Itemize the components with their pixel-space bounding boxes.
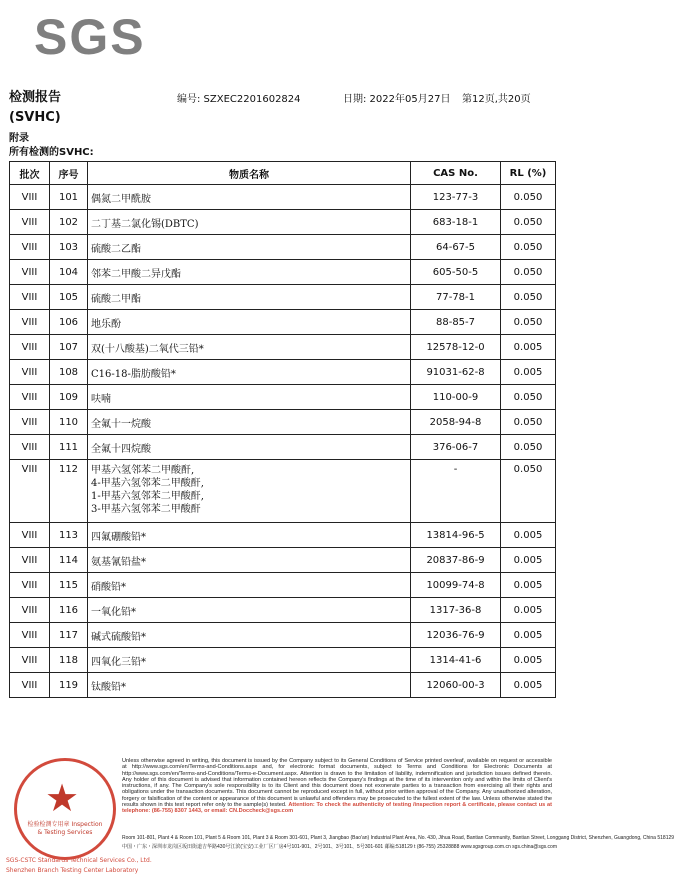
table-row <box>10 410 556 435</box>
table-body <box>10 185 556 698</box>
cell-cas: 12036-76-9 <box>411 623 501 648</box>
substance-line: 4-甲基六氢邻苯二甲酸酐, <box>91 478 204 489</box>
table-row <box>10 235 556 260</box>
cell-batch: VIII <box>10 260 50 285</box>
cell-cas: 64-67-5 <box>411 235 501 260</box>
cell-seq: 118 <box>50 648 88 673</box>
table-row <box>10 523 556 548</box>
cell-batch: VIII <box>10 210 50 235</box>
cell-batch: VIII <box>10 310 50 335</box>
cell-batch: VIII <box>10 460 50 523</box>
substance-line: 3-甲基六氢邻苯二甲酸酐 <box>91 504 201 515</box>
inspection-stamp <box>14 758 116 860</box>
cell-batch: VIII <box>10 235 50 260</box>
header-substance: 物质名称 <box>88 162 411 185</box>
cell-cas: 1314-41-6 <box>411 648 501 673</box>
cell-rl: 0.005 <box>501 573 556 598</box>
table-row <box>10 598 556 623</box>
cell-substance <box>88 548 411 573</box>
substance-line: 全氟十四烷酸 <box>91 443 151 455</box>
cell-rl: 0.050 <box>501 235 556 260</box>
header-cas: CAS No. <box>411 162 501 185</box>
cell-seq: 115 <box>50 573 88 598</box>
cell-substance <box>88 573 411 598</box>
report-title: 检测报告 <box>9 90 62 105</box>
cell-seq: 109 <box>50 385 88 410</box>
cell-batch: VIII <box>10 385 50 410</box>
substance-line: 四氧化三铅* <box>91 656 146 668</box>
cell-rl: 0.005 <box>501 360 556 385</box>
substance-line: 全氟十一烷酸 <box>91 418 151 430</box>
cell-substance <box>88 335 411 360</box>
cell-rl: 0.005 <box>501 623 556 648</box>
substance-line: 硫酸二乙酯 <box>91 243 141 255</box>
cell-batch: VIII <box>10 410 50 435</box>
substance-line: 硫酸二甲酯 <box>91 293 141 305</box>
table-row <box>10 648 556 673</box>
cell-substance <box>88 310 411 335</box>
cell-cas: 376-06-7 <box>411 435 501 460</box>
cell-batch: VIII <box>10 285 50 310</box>
table-row <box>10 335 556 360</box>
substance-line: 一氧化铅* <box>91 606 136 618</box>
cell-seq: 119 <box>50 673 88 698</box>
cell-substance <box>88 210 411 235</box>
table-row <box>10 210 556 235</box>
cell-seq: 103 <box>50 235 88 260</box>
cell-cas: 683-18-1 <box>411 210 501 235</box>
cell-substance <box>88 260 411 285</box>
report-date: 日期: 2022年05月27日 <box>343 94 451 105</box>
cell-rl: 0.050 <box>501 310 556 335</box>
cell-substance <box>88 385 411 410</box>
cell-batch: VIII <box>10 435 50 460</box>
star-icon: ★ <box>45 776 80 820</box>
cell-rl: 0.005 <box>501 598 556 623</box>
footer-website: www.sgsgroup.com.cn <box>460 844 511 850</box>
substance-line: 偶氮二甲酰胺 <box>91 193 151 205</box>
footer-email: sgs.china@sgs.com <box>512 844 557 850</box>
cell-seq: 112 <box>50 460 88 523</box>
cell-seq: 108 <box>50 360 88 385</box>
cell-substance <box>88 523 411 548</box>
substance-line: C16-18-脂肪酸铅* <box>91 368 176 380</box>
table-row <box>10 260 556 285</box>
legal-text: Unless otherwise agreed in writing, this document is issued by the Company subject to its General Conditions of Service printed overleaf, available on request or accessible at http://www.sgs.com/en/Terms-and-Conditions.aspx and, for electronic format documents, subject to Terms and Conditions for Electronic Documents at http://www.sgs.com/en/Terms-and-Conditions/Terms-e-Document.aspx. Attention is drawn to the limitation of liability, indemnification and jurisdiction issues defined therein. Any holder of this document is advised that information contained hereon reflects the Company's findings at the time of its intervention only and within the limits of Client's instructions, if any. The Company's sole responsibility is to its Client and this document does not exonerate parties to a transaction from exercising all their rights and obligations under the transaction documents. This document cannot be reproduced except in full, without prior written approval of the Company. Any unauthorized alteration, forgery or falsification of the content or appearance of this document is unlawful and offenders may be prosecuted to the fullest extent of the law. Unless otherwise stated the results shown in this test report refer only to the sample(s) tested. <box>122 758 552 809</box>
cell-cas: 77-78-1 <box>411 285 501 310</box>
cell-rl: 0.005 <box>501 548 556 573</box>
cell-rl: 0.050 <box>501 185 556 210</box>
table-row <box>10 573 556 598</box>
cell-rl: 0.050 <box>501 285 556 310</box>
report-number: 编号: SZXEC2201602824 <box>177 94 301 105</box>
cell-substance <box>88 360 411 385</box>
stamp-text: 检验检测专用章 Inspection & Testing Services <box>27 821 103 836</box>
cell-rl: 0.050 <box>501 260 556 285</box>
address-en: Room 101-801, Plant 4 & Room 101, Plant 5 & Room 101, Plant 3 & Room 301-601, Plant 3, Jiangbao (Bao'an) Industrial Plant Area, No. 430, Jihua Road, Bantian Community, Bantian Street, Longgang District, Shenzhen, Guangdong, China 518129 <box>122 835 674 841</box>
substance-line: 钛酸铅* <box>91 681 126 693</box>
cell-batch: VIII <box>10 673 50 698</box>
address-cn-text: 中国・广东・深圳市龙岗区坂田街道吉华路430号江滨(宝安)工业厂区厂房4号101-901、2号101、3号101、5号301-601 邮编:518129 <box>122 844 413 850</box>
cell-rl: 0.005 <box>501 648 556 673</box>
cell-cas: 20837-86-9 <box>411 548 501 573</box>
cert-line-1: SGS-CSTC Standards Technical Services Co., Ltd. <box>6 857 152 864</box>
cell-batch: VIII <box>10 335 50 360</box>
footer-phone: t (86-755) 25328888 <box>414 844 460 850</box>
cell-substance <box>88 460 411 523</box>
attention-text: Attention: To check the authenticity of testing /inspection report & certificate, please contact us at telephone: (86-755) 8307 1443, or email: CN.Doccheck@sgs.com <box>122 802 552 815</box>
cell-substance <box>88 648 411 673</box>
cell-cas: 1317-36-8 <box>411 598 501 623</box>
table-row <box>10 435 556 460</box>
cell-seq: 113 <box>50 523 88 548</box>
cell-cas: 605-50-5 <box>411 260 501 285</box>
cell-cas: 88-85-7 <box>411 310 501 335</box>
substance-line: 呋喃 <box>91 393 111 405</box>
substance-line: 邻苯二甲酸二异戊酯 <box>91 268 181 280</box>
table-row <box>10 623 556 648</box>
substance-line: 碱式硫酸铅* <box>91 631 146 643</box>
address-cn <box>122 845 557 850</box>
header-batch: 批次 <box>10 162 50 185</box>
table-row <box>10 673 556 698</box>
page-indicator: 第12页,共20页 <box>462 94 531 105</box>
cell-batch: VIII <box>10 648 50 673</box>
cell-substance <box>88 410 411 435</box>
table-row <box>10 460 556 523</box>
substance-line: 氨基氰铅盐* <box>91 556 146 568</box>
appendix-label: 附录 <box>9 133 29 144</box>
header-rl: RL (%) <box>501 162 556 185</box>
cell-rl: 0.050 <box>501 460 556 523</box>
substance-line: 二丁基二氯化锡(DBTC) <box>91 218 199 230</box>
cert-line-2: Shenzhen Branch Testing Center Laboratory <box>6 867 139 874</box>
cell-seq: 101 <box>50 185 88 210</box>
sgs-logo: SGS <box>34 9 146 65</box>
cell-seq: 107 <box>50 335 88 360</box>
cell-seq: 117 <box>50 623 88 648</box>
report-subtitle: (SVHC) <box>9 110 61 125</box>
cell-cas: - <box>411 460 501 523</box>
substance-line: 1-甲基六氢邻苯二甲酸酐, <box>91 491 204 502</box>
cell-batch: VIII <box>10 523 50 548</box>
table-row <box>10 285 556 310</box>
cell-batch: VIII <box>10 360 50 385</box>
cell-seq: 104 <box>50 260 88 285</box>
cell-seq: 114 <box>50 548 88 573</box>
substance-line: 四氟硼酸铅* <box>91 531 146 543</box>
cell-cas: 13814-96-5 <box>411 523 501 548</box>
cell-batch: VIII <box>10 185 50 210</box>
cell-substance <box>88 285 411 310</box>
table-row <box>10 548 556 573</box>
cell-seq: 106 <box>50 310 88 335</box>
svhc-section-title: 所有检测的SVHC: <box>9 147 94 158</box>
cell-rl: 0.005 <box>501 673 556 698</box>
cell-rl: 0.050 <box>501 435 556 460</box>
cell-cas: 10099-74-8 <box>411 573 501 598</box>
cell-substance <box>88 598 411 623</box>
substance-line: 双(十八酸基)二氧代三铅* <box>91 343 204 355</box>
cell-batch: VIII <box>10 598 50 623</box>
cell-cas: 12060-00-3 <box>411 673 501 698</box>
cell-substance <box>88 623 411 648</box>
cell-cas: 2058-94-8 <box>411 410 501 435</box>
cell-cas: 91031-62-8 <box>411 360 501 385</box>
substance-line: 硝酸铅* <box>91 581 126 593</box>
cell-cas: 12578-12-0 <box>411 335 501 360</box>
table-row <box>10 185 556 210</box>
substance-line: 甲基六氢邻苯二甲酸酐, <box>91 465 195 476</box>
table-row <box>10 310 556 335</box>
header-seq: 序号 <box>50 162 88 185</box>
table-header-row <box>10 162 556 185</box>
cell-seq: 105 <box>50 285 88 310</box>
table-row <box>10 360 556 385</box>
cell-substance <box>88 673 411 698</box>
cell-rl: 0.050 <box>501 410 556 435</box>
cell-substance <box>88 185 411 210</box>
footer <box>0 748 674 880</box>
cell-rl: 0.005 <box>501 523 556 548</box>
legal-disclaimer <box>122 758 552 815</box>
svhc-table <box>9 161 556 698</box>
cell-seq: 102 <box>50 210 88 235</box>
cell-batch: VIII <box>10 623 50 648</box>
cell-seq: 110 <box>50 410 88 435</box>
cell-substance <box>88 435 411 460</box>
table-row <box>10 385 556 410</box>
cell-batch: VIII <box>10 548 50 573</box>
cell-batch: VIII <box>10 573 50 598</box>
substance-line: 地乐酚 <box>91 318 121 330</box>
cell-cas: 123-77-3 <box>411 185 501 210</box>
cell-cas: 110-00-9 <box>411 385 501 410</box>
cell-rl: 0.050 <box>501 210 556 235</box>
cell-rl: 0.050 <box>501 385 556 410</box>
cell-seq: 111 <box>50 435 88 460</box>
cell-seq: 116 <box>50 598 88 623</box>
cell-substance <box>88 235 411 260</box>
cell-rl: 0.005 <box>501 335 556 360</box>
